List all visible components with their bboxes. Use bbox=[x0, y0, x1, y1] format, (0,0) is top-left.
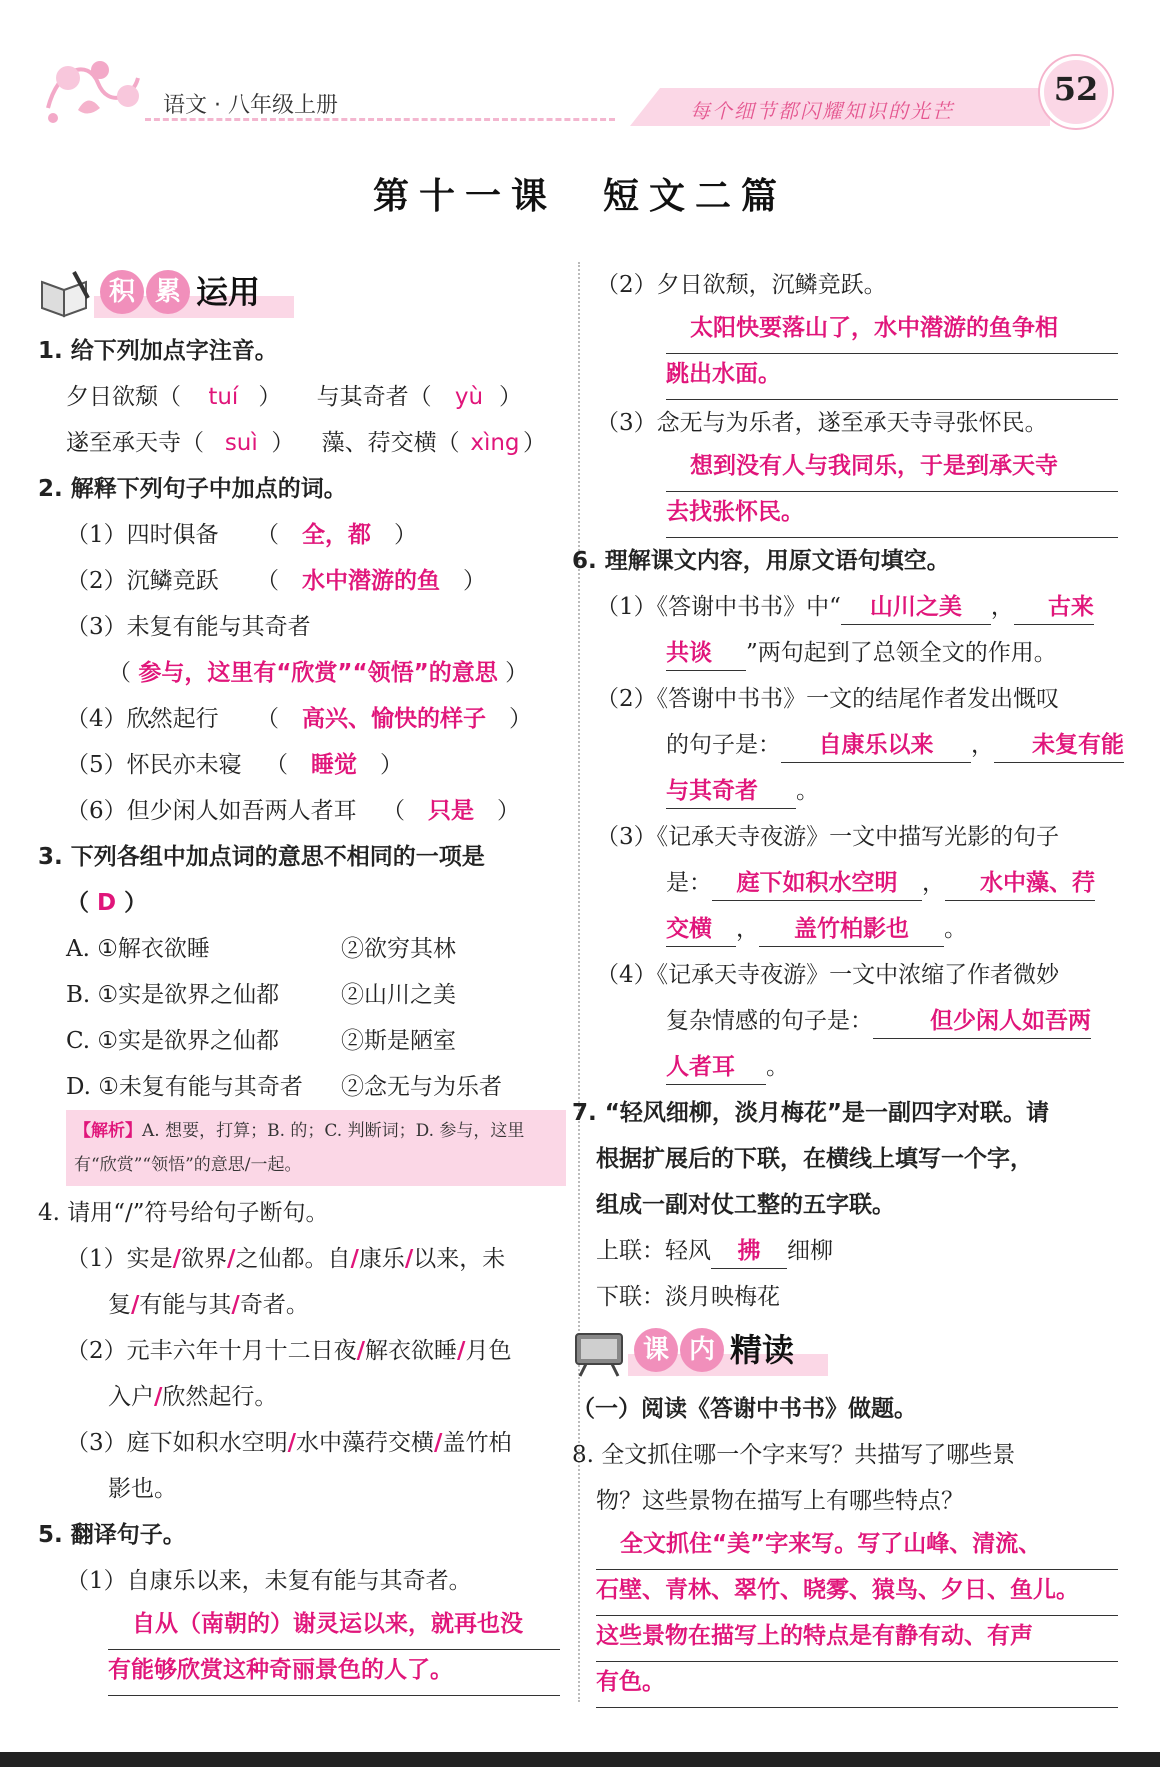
answer-blank: 古来 bbox=[1014, 590, 1094, 625]
text: 的句子是： bbox=[666, 732, 781, 758]
option: ②念无与为乐者 bbox=[341, 1074, 502, 1100]
left-column bbox=[38, 262, 560, 1696]
text: 康乐 bbox=[358, 1246, 405, 1272]
heading-word: 运用 bbox=[196, 273, 261, 311]
dotted-char: 颓 • bbox=[135, 384, 158, 410]
question-title: 3. 下列各组中加点词的意思不相同的一项是 bbox=[38, 844, 485, 870]
page-number: 52 bbox=[1053, 70, 1099, 108]
text: 与 bbox=[316, 384, 340, 410]
option: ②欲穷其林 bbox=[341, 936, 456, 962]
fill-row: （2）《答谢中书书》一文的结尾作者发出慨叹 bbox=[596, 686, 1060, 712]
header-dash-line bbox=[145, 118, 615, 121]
answer: 全，都 bbox=[301, 522, 371, 548]
text: 复杂情感的句子是： bbox=[666, 1008, 873, 1034]
text: ） bbox=[258, 384, 282, 410]
text: ， bbox=[990, 594, 1014, 620]
blackboard-icon bbox=[572, 1326, 626, 1378]
option: ②斯是陋室 bbox=[341, 1028, 456, 1054]
sentence-row bbox=[38, 1236, 560, 1282]
text: 是： bbox=[666, 870, 712, 896]
break-slash: / bbox=[231, 1292, 240, 1318]
text: 奇者。 bbox=[239, 1292, 309, 1318]
text: （5）怀民亦未 bbox=[66, 752, 219, 778]
option: C. ①实是欲界之仙都 bbox=[66, 1028, 280, 1054]
answer-line: 全文抓住“美”字来写。写了山峰、清流、 bbox=[596, 1524, 1118, 1570]
dotted-char: 荇 • bbox=[368, 430, 391, 456]
answer-blank: 山川之美 bbox=[841, 590, 991, 625]
break-slash: / bbox=[154, 1384, 163, 1410]
question-title: 6. 理解课文内容，用原文语句填空。 bbox=[572, 548, 950, 574]
question-title: 4. 请用“/”符号给句子断句。 bbox=[38, 1200, 329, 1226]
answer-blank: 人者耳 bbox=[666, 1050, 766, 1085]
dotted-char: 俱 • bbox=[173, 522, 196, 548]
text: 以来，未 bbox=[413, 1246, 506, 1272]
fill-row bbox=[596, 906, 1118, 952]
sentence-row bbox=[38, 1328, 560, 1374]
page-header bbox=[0, 0, 1160, 150]
answer: 水中潜游的鱼 bbox=[301, 568, 440, 594]
text: 月色 bbox=[465, 1338, 512, 1364]
break-slash: / bbox=[287, 1430, 297, 1456]
heading-word: 精读 bbox=[730, 1331, 795, 1369]
answer-line: 有色。 bbox=[596, 1662, 1118, 1708]
heading-char-circle: 课 bbox=[634, 1328, 678, 1372]
text: 起行 bbox=[172, 706, 219, 732]
dotted-char: 遂 • bbox=[66, 430, 89, 456]
text: ） bbox=[498, 384, 522, 410]
book-pen-icon bbox=[38, 268, 92, 320]
answer-blank: 拂 bbox=[711, 1234, 787, 1269]
question-title: 5. 翻译句子。 bbox=[38, 1522, 186, 1548]
answer-line: 石壁、青林、翠竹、晓雾、猿鸟、夕日、鱼儿。 bbox=[596, 1570, 1118, 1616]
text: 。 bbox=[796, 778, 819, 804]
book-title: 语文 · 八年级上册 bbox=[163, 93, 338, 118]
fill-row: （3）《记承天寺夜游》一文中描写光影的句子 bbox=[596, 824, 1060, 850]
text: 之仙都。自 bbox=[235, 1246, 351, 1272]
sentence-row bbox=[38, 1466, 560, 1512]
answer-line: 去找张怀民。 bbox=[666, 492, 1118, 538]
text: （1）四时 bbox=[66, 522, 173, 548]
text: 盖竹柏 bbox=[442, 1430, 512, 1456]
text: 有能与其 bbox=[139, 1292, 232, 1318]
break-slash: / bbox=[457, 1338, 466, 1364]
dotted-char: 欣然 • bbox=[127, 706, 173, 732]
answer-blank: 与其奇者 bbox=[666, 774, 796, 809]
answer-blank: 水中藻、荇 bbox=[945, 866, 1095, 901]
text: ） bbox=[522, 430, 546, 456]
text: 藻、 bbox=[321, 430, 368, 456]
text: 解衣欲睡 bbox=[365, 1338, 458, 1364]
answer: tuí bbox=[208, 384, 239, 410]
fill-row bbox=[596, 998, 1118, 1044]
text: 上联：轻风 bbox=[596, 1238, 711, 1264]
floral-ornament-icon bbox=[38, 48, 158, 128]
heading-char-circle: 累 bbox=[146, 270, 190, 314]
answer: 只是 bbox=[427, 798, 474, 824]
column-divider bbox=[578, 262, 580, 1702]
text: （3）未复有能 bbox=[66, 614, 219, 640]
dotted-char: 鳞 • bbox=[150, 568, 173, 594]
slogan-text: 每个细节都闪耀知识的光芒 bbox=[690, 99, 954, 123]
text: 入户 bbox=[108, 1384, 154, 1410]
text: 奇者（ bbox=[362, 384, 432, 410]
fill-row: （4）《记承天寺夜游》一文中浓缩了作者微妙 bbox=[596, 962, 1060, 988]
sentence-row bbox=[38, 1420, 560, 1466]
text: （ bbox=[158, 384, 181, 410]
answer-line: 太阳快要落山了，水中潜游的鱼争相 bbox=[666, 308, 1118, 354]
break-slash: / bbox=[172, 1246, 182, 1272]
question-text: 组成一副对仗工整的五字联。 bbox=[596, 1192, 895, 1218]
option: A. ①解衣欲睡 bbox=[66, 936, 210, 962]
text: ） bbox=[271, 430, 295, 456]
answer-line: 自从（南朝的）谢灵运以来，就再也没 bbox=[108, 1604, 560, 1650]
question-text: 物？这些景物在描写上有哪些特点？ bbox=[596, 1488, 964, 1514]
text: （1）实是 bbox=[66, 1246, 173, 1272]
fill-row bbox=[596, 630, 1118, 676]
text: 水中藻荇交横 bbox=[296, 1430, 435, 1456]
answer-blank: 交横 bbox=[666, 912, 736, 947]
lesson-title: 第十一课 短文二篇 bbox=[372, 175, 787, 217]
question-row: （1）四时俱 •备 （ 全，都 ） bbox=[38, 512, 560, 558]
question-row: （5）怀民亦未寝 • （ 睡觉 ） bbox=[38, 742, 560, 788]
text: 备 bbox=[195, 522, 219, 548]
question-row: （ 参与，这里有“欣赏”“领悟”的意思 ） bbox=[108, 660, 529, 686]
question-row bbox=[38, 420, 560, 466]
option: D. ①未复有能与其奇者 bbox=[66, 1074, 303, 1100]
text: （2）元丰六年十月十二日夜 bbox=[66, 1338, 357, 1364]
couplet-row bbox=[596, 1228, 1118, 1274]
answer-line: 这些景物在描写上的特点是有静有动、有声 bbox=[596, 1616, 1118, 1662]
break-slash: / bbox=[350, 1246, 359, 1272]
answer-blank: 但少闲人如吾两 bbox=[873, 1004, 1091, 1039]
sentence-row: （1）自康乐以来，未复有能与其奇者。 bbox=[66, 1568, 472, 1594]
couplet-row: 下联：淡月映梅花 bbox=[596, 1284, 780, 1310]
answer-blank: 盖竹柏影也 bbox=[759, 912, 944, 947]
question-title: 2. 解释下列句子中加点的词。 bbox=[38, 476, 347, 502]
answer: yù bbox=[454, 384, 484, 410]
fill-row bbox=[596, 768, 1118, 814]
text: 影也。 bbox=[108, 1476, 177, 1502]
answer: 睡觉 bbox=[310, 752, 357, 778]
text: 。 bbox=[944, 916, 967, 942]
answer-line: 有能够欣赏这种奇丽景色的人了。 bbox=[108, 1650, 560, 1696]
fill-row bbox=[596, 722, 1124, 768]
answer-line: 跳出水面。 bbox=[666, 354, 1118, 400]
text: 欲界 bbox=[181, 1246, 228, 1272]
analysis-text: A. 想要，打算；B. 的；C. 判断词；D. 参与，这里有“欣赏”“领悟”的意思/一起。 bbox=[74, 1121, 525, 1175]
right-column bbox=[572, 262, 1124, 1708]
text: ， bbox=[736, 916, 759, 942]
answer-blank: 庭下如积水空明 bbox=[712, 866, 922, 901]
question-title: 8. 全文抓住哪一个字来写？共描写了哪些景 bbox=[572, 1442, 1016, 1468]
answer: 参与，这里有“欣赏”“领悟”的意思 bbox=[138, 660, 498, 686]
section-heading-close-reading bbox=[572, 1320, 1118, 1386]
bottom-bar bbox=[0, 1752, 1160, 1767]
answer: 高兴、愉快的样子 bbox=[301, 706, 486, 732]
sentence-row: （3）念无与为乐者，遂至承天寺寻张怀民。 bbox=[596, 410, 1048, 436]
break-slash: / bbox=[356, 1338, 366, 1364]
option-row bbox=[38, 972, 560, 1018]
answer-blank: 共谈 bbox=[666, 636, 746, 671]
text: 。 bbox=[766, 1054, 789, 1080]
fill-row bbox=[596, 1044, 1118, 1090]
sentence-row bbox=[38, 1282, 560, 1328]
text: 至承天寺（ bbox=[89, 430, 204, 456]
question-title: 7. “轻风细柳，淡月梅花”是一副四字对联。请 bbox=[572, 1100, 1049, 1126]
subsection-title: （一）阅读《答谢中书书》做题。 bbox=[572, 1396, 917, 1422]
option-row bbox=[38, 1064, 560, 1110]
option-row bbox=[38, 1018, 560, 1064]
option: B. ①实是欲界之仙都 bbox=[66, 982, 280, 1008]
dotted-char: 其 • bbox=[340, 384, 363, 410]
heading-char-circle: 内 bbox=[680, 1328, 724, 1372]
heading-char-circle: 积 bbox=[100, 270, 144, 314]
option: ②山川之美 bbox=[341, 982, 456, 1008]
dotted-char: 寝 • bbox=[219, 752, 242, 778]
sentence-row: （2）夕日欲颓，沉鳞竞跃。 bbox=[596, 272, 887, 298]
text: ”两句起到了总领全文的作用。 bbox=[746, 640, 1057, 666]
text: 其奇者 bbox=[241, 614, 311, 640]
break-slash: / bbox=[227, 1246, 236, 1272]
text: 交横（ bbox=[390, 430, 460, 456]
answer: xìng bbox=[470, 430, 520, 456]
answer: D bbox=[97, 890, 117, 916]
question-row bbox=[38, 604, 560, 650]
question-row bbox=[38, 374, 560, 420]
question-row: （4）欣然 •起行 （ 高兴、愉快的样子 ） bbox=[38, 696, 560, 742]
text: （4） bbox=[66, 706, 127, 732]
option-row bbox=[38, 926, 560, 972]
fill-row bbox=[596, 860, 1118, 906]
answer-row: （ D ） bbox=[66, 890, 148, 916]
analysis-tag: 【解析】 bbox=[74, 1121, 142, 1141]
dotted-char: 与 • bbox=[219, 614, 242, 640]
text: 夕日欲 bbox=[66, 384, 135, 410]
break-slash: / bbox=[434, 1430, 443, 1456]
text: 复 bbox=[108, 1292, 131, 1318]
text: （6）但少闲人如吾两人者耳 bbox=[66, 798, 357, 824]
answer-blank: 自康乐以来 bbox=[781, 728, 971, 763]
text: ， bbox=[922, 870, 945, 896]
answer: suì bbox=[224, 430, 258, 456]
text: （3）庭下如积水空明 bbox=[66, 1430, 288, 1456]
question-row: （2）沉鳞 •竞跃 （ 水中潜游的鱼 ） bbox=[38, 558, 560, 604]
break-slash: / bbox=[404, 1246, 414, 1272]
text: 竞跃 bbox=[172, 568, 219, 594]
section-heading-accumulate bbox=[38, 262, 560, 328]
text: ， bbox=[971, 732, 994, 758]
answer-blank: 未复有能 bbox=[994, 728, 1124, 763]
answer-line: 想到没有人与我同乐，于是到承天寺 bbox=[666, 446, 1118, 492]
text: 细柳 bbox=[787, 1238, 833, 1264]
text: 欣然起行。 bbox=[162, 1384, 278, 1410]
question-text: 根据扩展后的下联，在横线上填写一个字， bbox=[596, 1146, 1033, 1172]
text: （1）《答谢中书书》中“ bbox=[596, 594, 841, 620]
question-row: （6）但少闲人如吾两人者耳 （ 只是 ） bbox=[66, 798, 520, 824]
text: （2）沉 bbox=[66, 568, 150, 594]
sentence-row bbox=[38, 1374, 560, 1420]
break-slash: / bbox=[131, 1292, 140, 1318]
fill-row bbox=[596, 584, 1118, 630]
question-title: 1. 给下列加点字注音。 bbox=[38, 338, 278, 364]
analysis-box bbox=[66, 1110, 566, 1186]
